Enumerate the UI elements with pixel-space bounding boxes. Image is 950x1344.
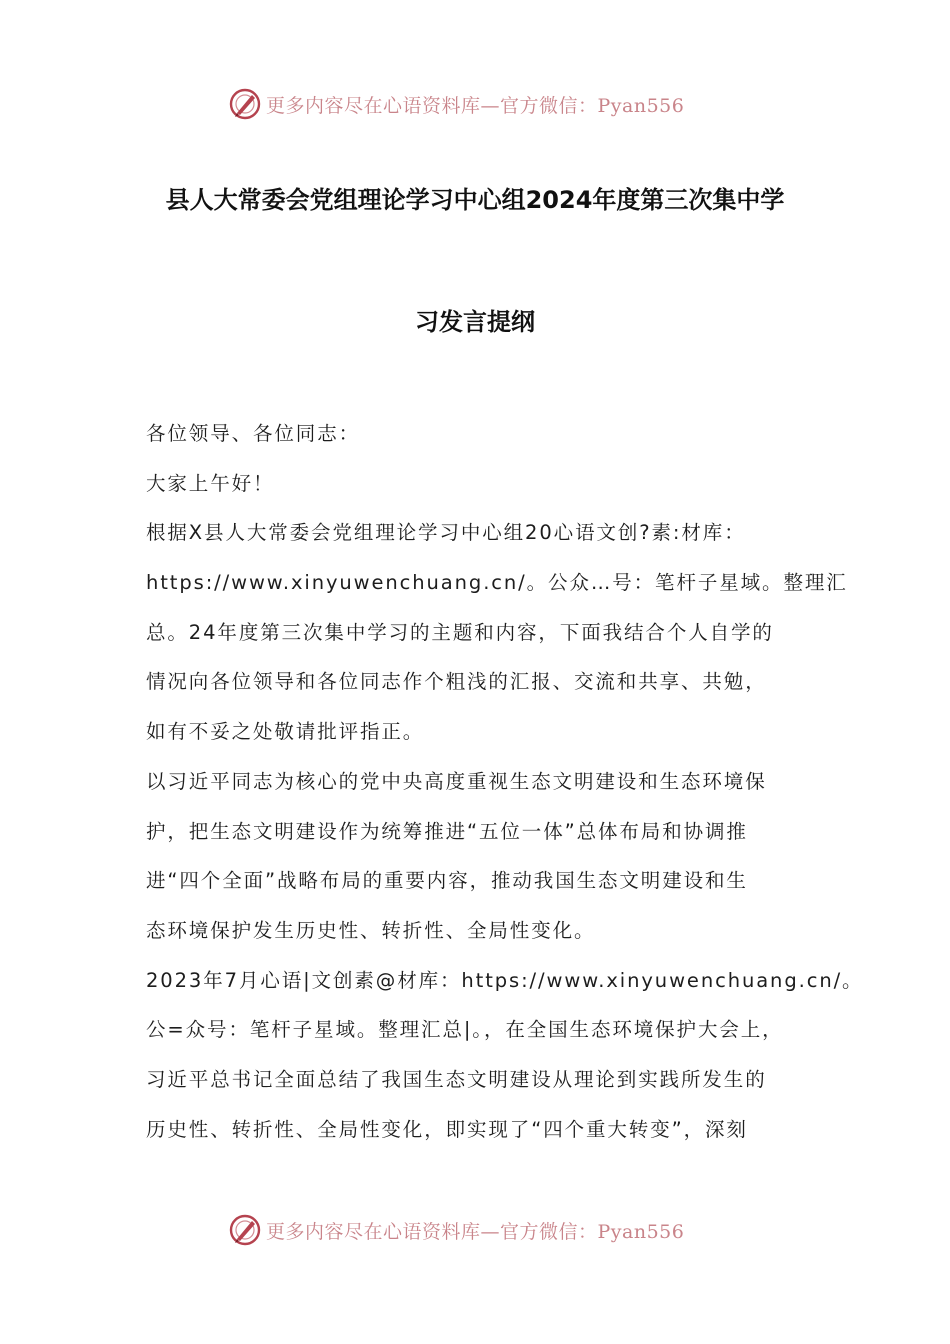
document-body (146, 414, 864, 1159)
header-banner (228, 84, 684, 124)
body-line: 历史性、转折性、全局性变化，即实现了“四个重大转变”，深刻 (146, 1117, 748, 1141)
pen-logo-icon (228, 1213, 262, 1247)
body-line: 公=众号：笔杆子星域。整理汇总|。，在全国生态环境保护大会上， (146, 1018, 784, 1042)
body-line: 根据X县人大常委会党组理论学习中心组20心语文创?素:材库： (146, 521, 746, 545)
pen-logo-icon (228, 87, 262, 121)
body-line: 2023年7月心语|文创素@材库：https://www.xinyuwenchuang.cn/。 (146, 968, 864, 992)
body-line: 护，把生态文明建设作为统筹推进“五位一体”总体布局和协调推 (146, 819, 748, 843)
body-line: 进“四个全面”战略布局的重要内容，推动我国生态文明建设和生 (146, 869, 748, 893)
body-line: 各位领导、各位同志： (146, 422, 361, 445)
body-line: 态环境保护发生历史性、转折性、全局性变化。 (146, 918, 596, 942)
document-title-line-1: 县人大常委会党组理论学习中心组2024年度第三次集中学 (165, 186, 785, 214)
document-title-line-2: 习发言提纲 (415, 308, 535, 336)
body-line: 大家上午好！ (146, 471, 275, 495)
footer-banner (228, 1210, 684, 1250)
body-line: https://www.xinyuwenchuang.cn/。公众…号：笔杆子星域。整理汇 (146, 571, 848, 595)
body-line: 如有不妥之处敬请批评指正。 (146, 720, 425, 744)
body-line: 习近平总书记全面总结了我国生态文明建设从理论到实践所发生的 (146, 1067, 767, 1091)
footer-banner-text: 更多内容尽在心语资料库—官方微信：Pyan556 (266, 1220, 685, 1243)
body-line: 以习近平同志为核心的党中央高度重视生态文明建设和生态环境保 (146, 769, 767, 793)
header-banner-text: 更多内容尽在心语资料库—官方微信：Pyan556 (266, 94, 685, 117)
body-line: 情况向各位领导和各位同志作个粗浅的汇报、交流和共享、共勉， (146, 670, 767, 694)
body-line: 总。24年度第三次集中学习的主题和内容，下面我结合个人自学的 (146, 620, 774, 644)
